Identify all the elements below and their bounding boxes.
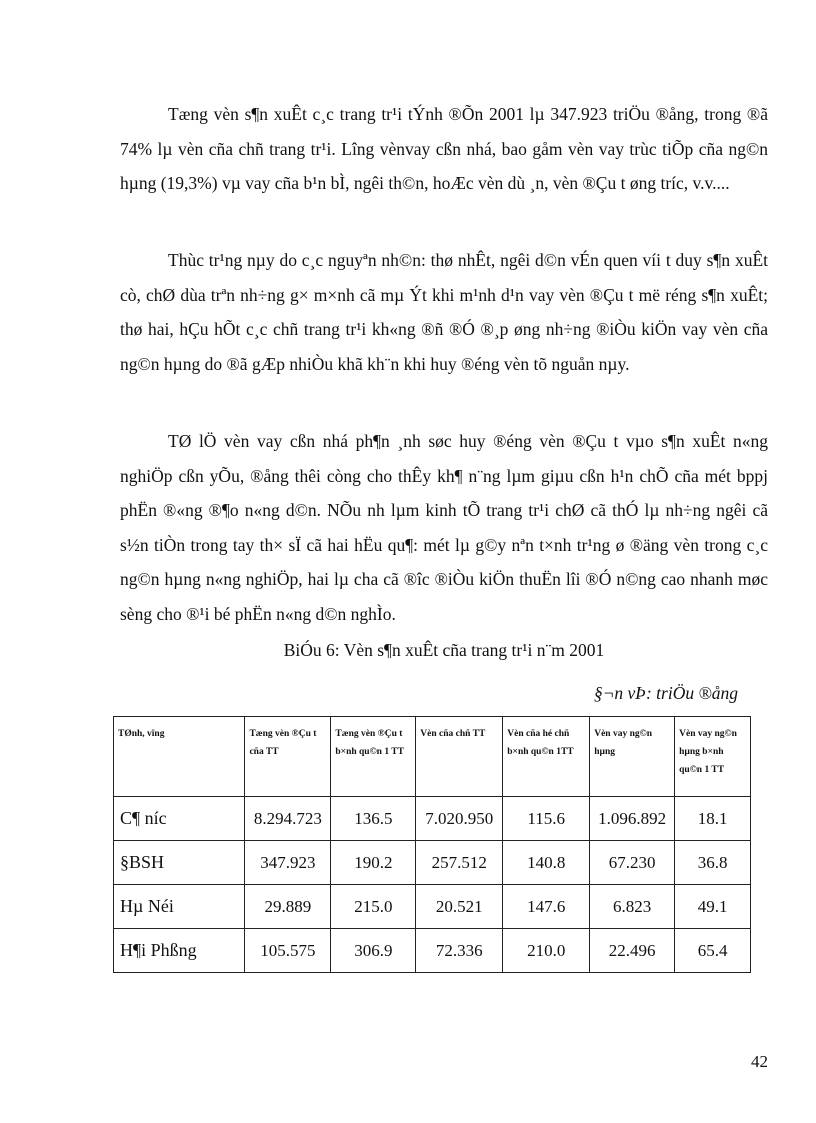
cell-value: 1.096.892 [590, 797, 675, 841]
header-avg-bank-loan: Vèn vay ng©n hµng b×nh qu©n 1 TT [675, 717, 751, 797]
header-avg-capital: Tæng vèn ®Çu t b×nh qu©n 1 TT [331, 717, 416, 797]
capital-table [113, 716, 751, 973]
cell-value: 29.889 [245, 885, 331, 929]
cell-region: H¶i Phßng [114, 929, 245, 973]
table-header-row [114, 717, 751, 797]
table-row [114, 841, 751, 885]
page-number: 42 [751, 1052, 768, 1071]
cell-value: 20.521 [416, 885, 503, 929]
cell-region: Hµ Néi [114, 885, 245, 929]
cell-value: 306.9 [331, 929, 416, 973]
cell-region: C¶ níc [114, 797, 245, 841]
cell-value: 72.336 [416, 929, 503, 973]
cell-value: 105.575 [245, 929, 331, 973]
header-total-capital: Tæng vèn ®Çu t cña TT [245, 717, 331, 797]
cell-value: 257.512 [416, 841, 503, 885]
paragraph-1-text: Tæng vèn s¶n xuÊt c¸c trang tr¹i tÝnh ®Õn 2001 lµ 347.923 triÖu ®ång, trong ®ã 74% lµ vèn cña chñ trang tr¹i. Lîng vènvay cßn nhá, bao gåm vèn vay trùc tiÕp cña ng©n hµng (19,3%) vµ vay cña b¹n bÌ, ngêi th©n, hoÆc vèn dù ¸n, vèn ®Çu t øng tríc, v.v.... [120, 104, 768, 194]
cell-value: 18.1 [675, 797, 751, 841]
paragraph-2-text: Thùc tr¹ng nµy do c¸c nguyªn nh©n: thø nhÊt, ngêi d©n vÉn quen víi t duy s¶n xuÊt cò, chØ dùa trªn nh÷ng g× m×nh cã mµ Ýt khi m¹nh d¹n vay vèn ®Çu t më réng s¶n xuÊt; thø hai, hÇu hÕt c¸c chñ trang tr¹i kh«ng ®ñ ®Ó ®¸p øng nh÷ng ®iÒu kiÖn vay vèn cña ng©n hµng do ®ã gÆp nhiÒu khã kh¨n khi huy ®éng vèn tõ nguån nµy. [120, 250, 768, 374]
cell-value: 36.8 [675, 841, 751, 885]
cell-value: 190.2 [331, 841, 416, 885]
cell-value: 7.020.950 [416, 797, 503, 841]
cell-value: 347.923 [245, 841, 331, 885]
cell-value: 215.0 [331, 885, 416, 929]
paragraph-1 [120, 97, 768, 201]
cell-value: 210.0 [503, 929, 590, 973]
cell-value: 65.4 [675, 929, 751, 973]
header-owner-capital: Vèn cña chñ TT [416, 717, 503, 797]
cell-value: 147.6 [503, 885, 590, 929]
table-row [114, 885, 751, 929]
cell-value: 67.230 [590, 841, 675, 885]
cell-value: 6.823 [590, 885, 675, 929]
cell-value: 8.294.723 [245, 797, 331, 841]
cell-value: 22.496 [590, 929, 675, 973]
cell-value: 140.8 [503, 841, 590, 885]
header-avg-owner-capital: Vèn cña hé chñ b×nh qu©n 1TT [503, 717, 590, 797]
header-bank-loan: Vèn vay ng©n hµng [590, 717, 675, 797]
paragraph-3-text: TØ lÖ vèn vay cßn nhá ph¶n ¸nh søc huy ®éng vèn ®Çu t vµo s¶n xuÊt n«ng nghiÖp cßn yÕu, ®ång thêi còng cho thÊy kh¶ n¨ng lµm giµu cßn h¹n chÕ cña mét bppj phËn ®«ng ®¶o n«ng d©n. NÕu nh lµm kinh tÕ trang tr¹i chØ cã thÓ lµ nh÷ng ngêi cã s½n tiÒn trong tay th× sÏ cã hai hËu qu¶: mét lµ g©y nªn t×nh tr¹ng ø ®äng vèn trong c¸c ng©n hµng n«ng nghiÖp, hai lµ cha cã ®îc ®iÒu kiÖn thuËn lîi ®Ó n©ng cao nhanh møc sèng cho ®¹i bé phËn n«ng d©n nghÌo. [120, 431, 768, 624]
paragraph-3 [120, 424, 768, 632]
cell-value: 136.5 [331, 797, 416, 841]
cell-value: 115.6 [503, 797, 590, 841]
header-region: TØnh, vïng [114, 717, 245, 797]
cell-region: §BSH [114, 841, 245, 885]
unit-note: §¬n vÞ: triÖu ®ång [593, 683, 738, 703]
cell-value: 49.1 [675, 885, 751, 929]
table-caption: BiÓu 6: Vèn s¶n xuÊt cña trang tr¹i n¨m 2001 [283, 640, 605, 660]
table-row [114, 797, 751, 841]
table-row [114, 929, 751, 973]
paragraph-2 [120, 243, 768, 381]
